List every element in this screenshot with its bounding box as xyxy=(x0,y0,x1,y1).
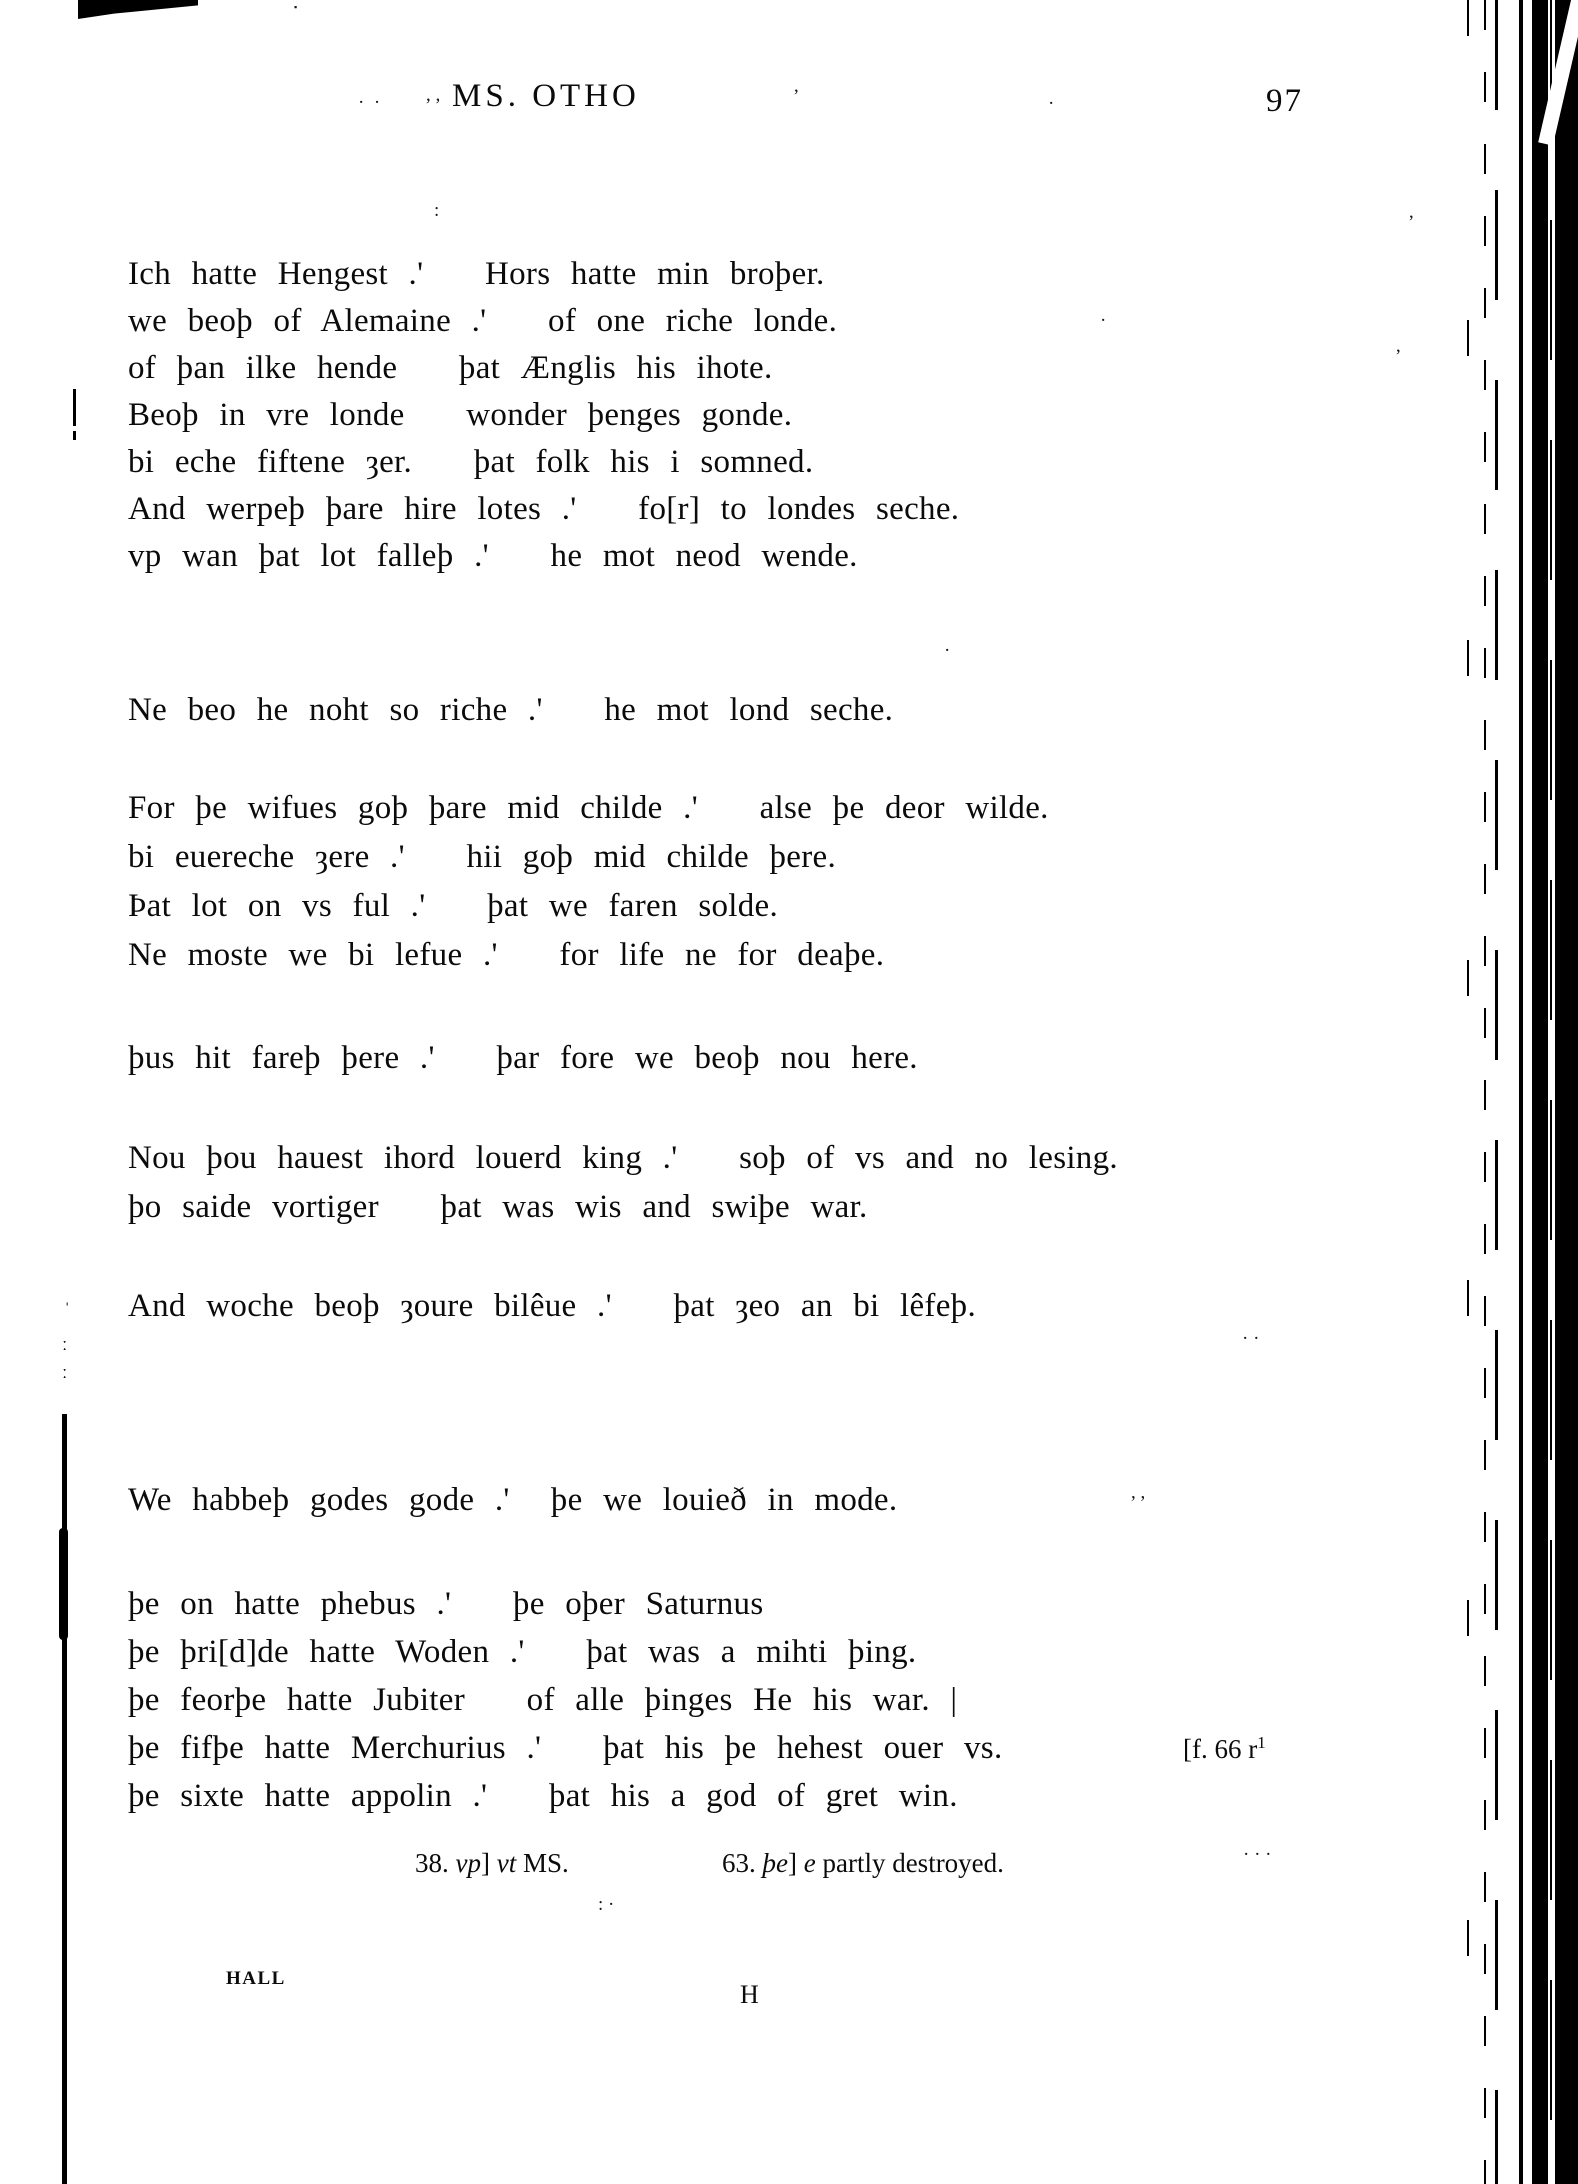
scan-edge-dash xyxy=(1495,0,1498,2184)
poem-line: bi eche fiftene ȝer. þat folk his i somned. xyxy=(128,444,814,480)
scan-speck: ’ xyxy=(1395,346,1402,367)
poem-line: þe feorþe hatte Jubiter of alle þinges He his war. | xyxy=(128,1682,958,1718)
poem-line: þe fifþe hatte Merchurius .' þat his þe hehest ouer vs. xyxy=(128,1730,1003,1766)
poem-line: Beoþ in vre londe wonder þenges gonde. xyxy=(128,397,793,433)
scan-edge-dash xyxy=(1484,0,1486,2184)
folio-reference-superscript: 1 xyxy=(1257,1733,1266,1752)
scan-speck: : xyxy=(434,200,440,221)
scan-margin-tick xyxy=(73,389,76,426)
poem-line: þus hit fareþ þere .' þar fore we beoþ nou here. xyxy=(128,1040,918,1076)
poem-line: Ne beo he noht so riche .' he mot lond seche. xyxy=(128,692,894,728)
scan-speck: ˈ xyxy=(64,1300,71,1321)
page-header-title: MS. OTHO xyxy=(452,78,640,114)
scan-speck: · · xyxy=(358,92,381,113)
scan-edge-band xyxy=(1555,0,1578,2184)
scan-speck: · xyxy=(1048,93,1055,114)
scan-speck: ː xyxy=(62,1362,68,1383)
poem-line: þe sixte hatte appolin .' þat his a god of gret win. xyxy=(128,1778,958,1814)
poem-line: bi euereche ȝere .' hii goþ mid childe þere. xyxy=(128,839,837,875)
poem-line: þe on hatte phebus .' þe oþer Saturnus xyxy=(128,1586,764,1622)
scan-edge-band xyxy=(1532,0,1548,2184)
poem-line: And woche beoþ ȝoure bilêue .' þat ȝeo an bi lêfeþ. xyxy=(128,1288,977,1324)
poem-line: þo saide vortiger þat was wis and swiþe war. xyxy=(128,1189,868,1225)
scan-speck: , , xyxy=(1131,1482,1146,1503)
poem-line: Nou þou hauest ihord louerd king .' soþ of vs and no lesing. xyxy=(128,1140,1118,1176)
scan-edge-line xyxy=(1519,0,1523,2184)
scan-speck: · xyxy=(1100,310,1107,331)
scan-speck: · · xyxy=(1242,1328,1260,1349)
poem-line: Ne moste we bi lefue .' for life ne for deaþe. xyxy=(128,937,885,973)
page-number: 97 xyxy=(1266,83,1303,119)
poem-line: we beoþ of Alemaine .' of one riche londe. xyxy=(128,303,838,339)
footnote: 38. vp] vt MS. xyxy=(415,1848,569,1878)
folio-reference-text: [f. 66 r xyxy=(1183,1734,1258,1764)
poem-line: Ich hatte Hengest .' Hors hatte min broþer. xyxy=(128,256,825,292)
scan-speck: · · · xyxy=(1243,1844,1272,1865)
poem-line: We habbeþ godes gode .' þe we louieð in mode. xyxy=(128,1482,898,1518)
footnote: 63. þe] e partly destroyed. xyxy=(722,1848,1004,1878)
scan-speck: ▪ xyxy=(294,2,298,12)
signature-mark: H xyxy=(740,1980,759,2009)
scan-corner-mark xyxy=(78,0,198,19)
scan-speck: : · xyxy=(598,1894,615,1915)
folio-reference xyxy=(1183,1733,1266,1765)
poem-line: Þat lot on vs ful .' þat we faren solde. xyxy=(128,888,779,924)
poem-line: And werpeþ þare hire lotes .' fo[r] to londes seche. xyxy=(128,491,960,527)
printer-imprint: HALL xyxy=(226,1968,286,1989)
scan-speck: ’ xyxy=(1408,212,1415,233)
poem-line: For þe wifues goþ þare mid childe .' alse þe deor wilde. xyxy=(128,790,1049,826)
scan-margin-line-blob xyxy=(59,1528,68,1640)
poem-line: of þan ilke hende þat Ænglis his ihote. xyxy=(128,350,773,386)
poem-line: þe þri[d]de hatte Woden .' þat was a mihti þing. xyxy=(128,1634,917,1670)
scan-edge-dash xyxy=(1550,0,1552,2184)
scan-speck: ’ xyxy=(793,86,800,107)
poem-line: vp wan þat lot falleþ .' he mot neod wende. xyxy=(128,538,858,574)
scan-speck: · xyxy=(944,640,951,661)
scan-edge-dash xyxy=(1467,0,1469,2184)
scan-margin-tick xyxy=(73,431,76,440)
scan-speck: ’ ’ xyxy=(425,95,441,116)
scan-speck: ː xyxy=(62,1334,68,1355)
